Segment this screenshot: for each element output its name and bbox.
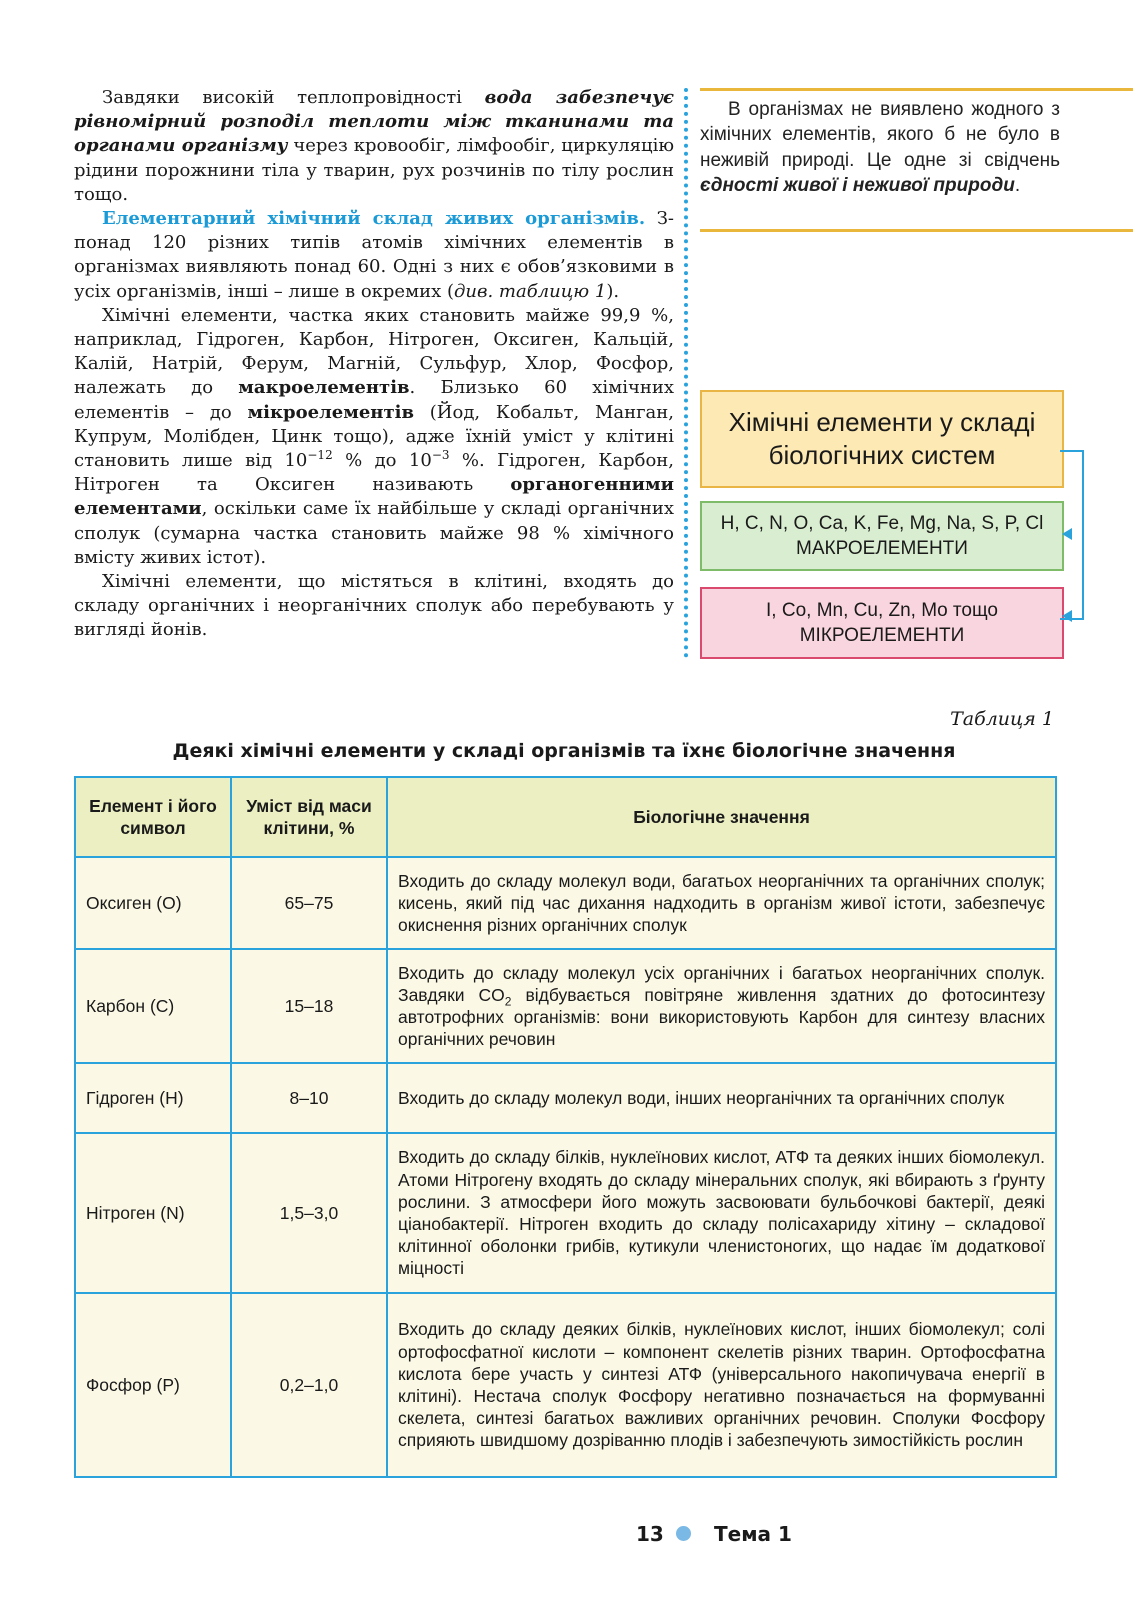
table-row: Нітроген (N) 1,5–3,0 Входить до складу білків, нуклеїнових кислот, АТФ та деяких інших біомолекул. Атоми Нітрогену входять до складу мінеральних сполук, які вбирають з ґрунту рослини. З атмосфери його можуть засвоювати бульбочкові бактерії, деякі ціанобактерії. Нітроген входить до складу полісахариду хітину – складової клітинної оболонки грибів, кутикули членистоногих, що надає їм додаткової міцності <box>75 1133 1056 1293</box>
arrow-left-icon <box>1062 610 1072 622</box>
micro-label: МІКРОЕЛЕМЕНТИ <box>799 625 965 646</box>
table-row: Оксиген (O) 65–75 Входить до складу молекул води, багатьох неорганічних та органічних сполук; кисень, який під час дихання надходить в організм живої істоти, забезпечує окиснення різних органічних сполук <box>75 857 1056 949</box>
table-row: Гідроген (H) 8–10 Входить до складу молекул води, інших неорганічних та органічних сполук <box>75 1063 1056 1133</box>
page-number: 13 <box>636 1522 664 1546</box>
diagram-main-box: Хімічні елементи у складі біологічних систем <box>700 390 1064 488</box>
diagram-micro-box <box>700 587 1064 659</box>
header-significance: Біологічне значення <box>387 777 1056 857</box>
header-amount: Уміст від маси клітини, % <box>231 777 387 857</box>
paragraph-3: Хімічні елементи, частка яких становить майже 99,9 %, наприклад, Гідроген, Карбон, Нітроген, Оксиген, Кальцій, Калій, Натрій, Ферум, Магній, Сульфур, Хлор, Фосфор, належать до макроелементів. Близько 60 хімічних елементів – до мікроелементів (Йод, Кобальт, Манган, Купрум, Молібден, Цинк тощо), адже їхній уміст у клітині становить лише від $10^{-12}$ % до $10^{-3}$ %. Гідроген, Карбон, Нітроген та Оксиген називають органогенними елементами, оскільки саме їх найбільше у складі органічних сполук (сумарна частка становить майже 98 % хімічного вмісту живих істот). <box>74 304 675 568</box>
table-row: Фосфор (P) 0,2–1,0 Входить до складу деяких білків, нуклеїнових кислот, інших біомолекул; солі ортофосфатної кислоти – компонент скелетів різних тварин. Ортофосфатна кислота бере участь у синтезі АТФ (універсального накопичувача енергії в клітині). Нестача сполук Фосфору негативно позначається на формуванні скелета, синтезі багатьох важливих органічних речовин. Сполуки Фосфору сприяють швидшому дозріванню плодів і забезпечують зимостійкість рослин <box>75 1293 1056 1477</box>
bullet-dot-icon <box>676 1526 691 1541</box>
arrow-left-icon <box>1062 528 1072 540</box>
paragraph-2: Елементарний хімічний склад живих організмів. З-понад 120 різних типів атомів хімічних елементів в організмах виявляють понад 60. Одні з них є обов’язковими в усіх організмів, інші – лише в окремих (див. таблицю 1). <box>74 208 674 302</box>
table-row: Карбон (C) 15–18 Входить до складу молекул усіх органічних і багатьох неорганічних сполук. Завдяки $CO_2$ відбувається повітряне живлення здатних до фотосинтезу автотрофних організмів: вони використовують Карбон для синтезу власних органічних речовин <box>75 949 1056 1063</box>
header-element: Елемент і його символ <box>75 777 231 857</box>
macro-list: H, C, N, O, Ca, K, Fe, Mg, Na, S, P, Cl <box>720 513 1044 534</box>
side-note: В організмах не виявлено жодного з хімічних елементів, якого б не було в неживій природі. Це одне зі свідчень єдності живої і неживої природи. <box>700 88 1133 232</box>
table-caption: Таблиця 1 <box>950 708 1054 730</box>
main-text <box>74 86 674 643</box>
diagram-macro-box <box>700 501 1064 571</box>
table-header-row <box>75 777 1056 857</box>
paragraph-4: Хімічні елементи, що містяться в клітині, входять до складу органічних і неорганічних сполук або перебувають у вигляді йонів. <box>74 571 674 641</box>
table-title: Деякі хімічні елементи у складі організмів та їхнє біологічне значення <box>172 740 956 762</box>
column-divider <box>684 88 688 658</box>
micro-list: I, Co, Mn, Cu, Zn, Mo тощо <box>766 600 998 621</box>
macro-label: МАКРОЕЛЕМЕНТИ <box>796 538 968 559</box>
topic-label: Тема 1 <box>714 1522 792 1546</box>
paragraph-1: Завдяки високій теплопровідності вода забезпечує рівномірний розподіл теплоти між тканинами та органами організму через кровообіг, лімфообіг, циркуляцію рідини порожнини тіла у тварин, рух розчинів по тілу рослин тощо. <box>74 87 674 205</box>
section-heading: Елементарний хімічний склад живих організмів. <box>102 208 646 230</box>
elements-table <box>74 776 1057 1478</box>
